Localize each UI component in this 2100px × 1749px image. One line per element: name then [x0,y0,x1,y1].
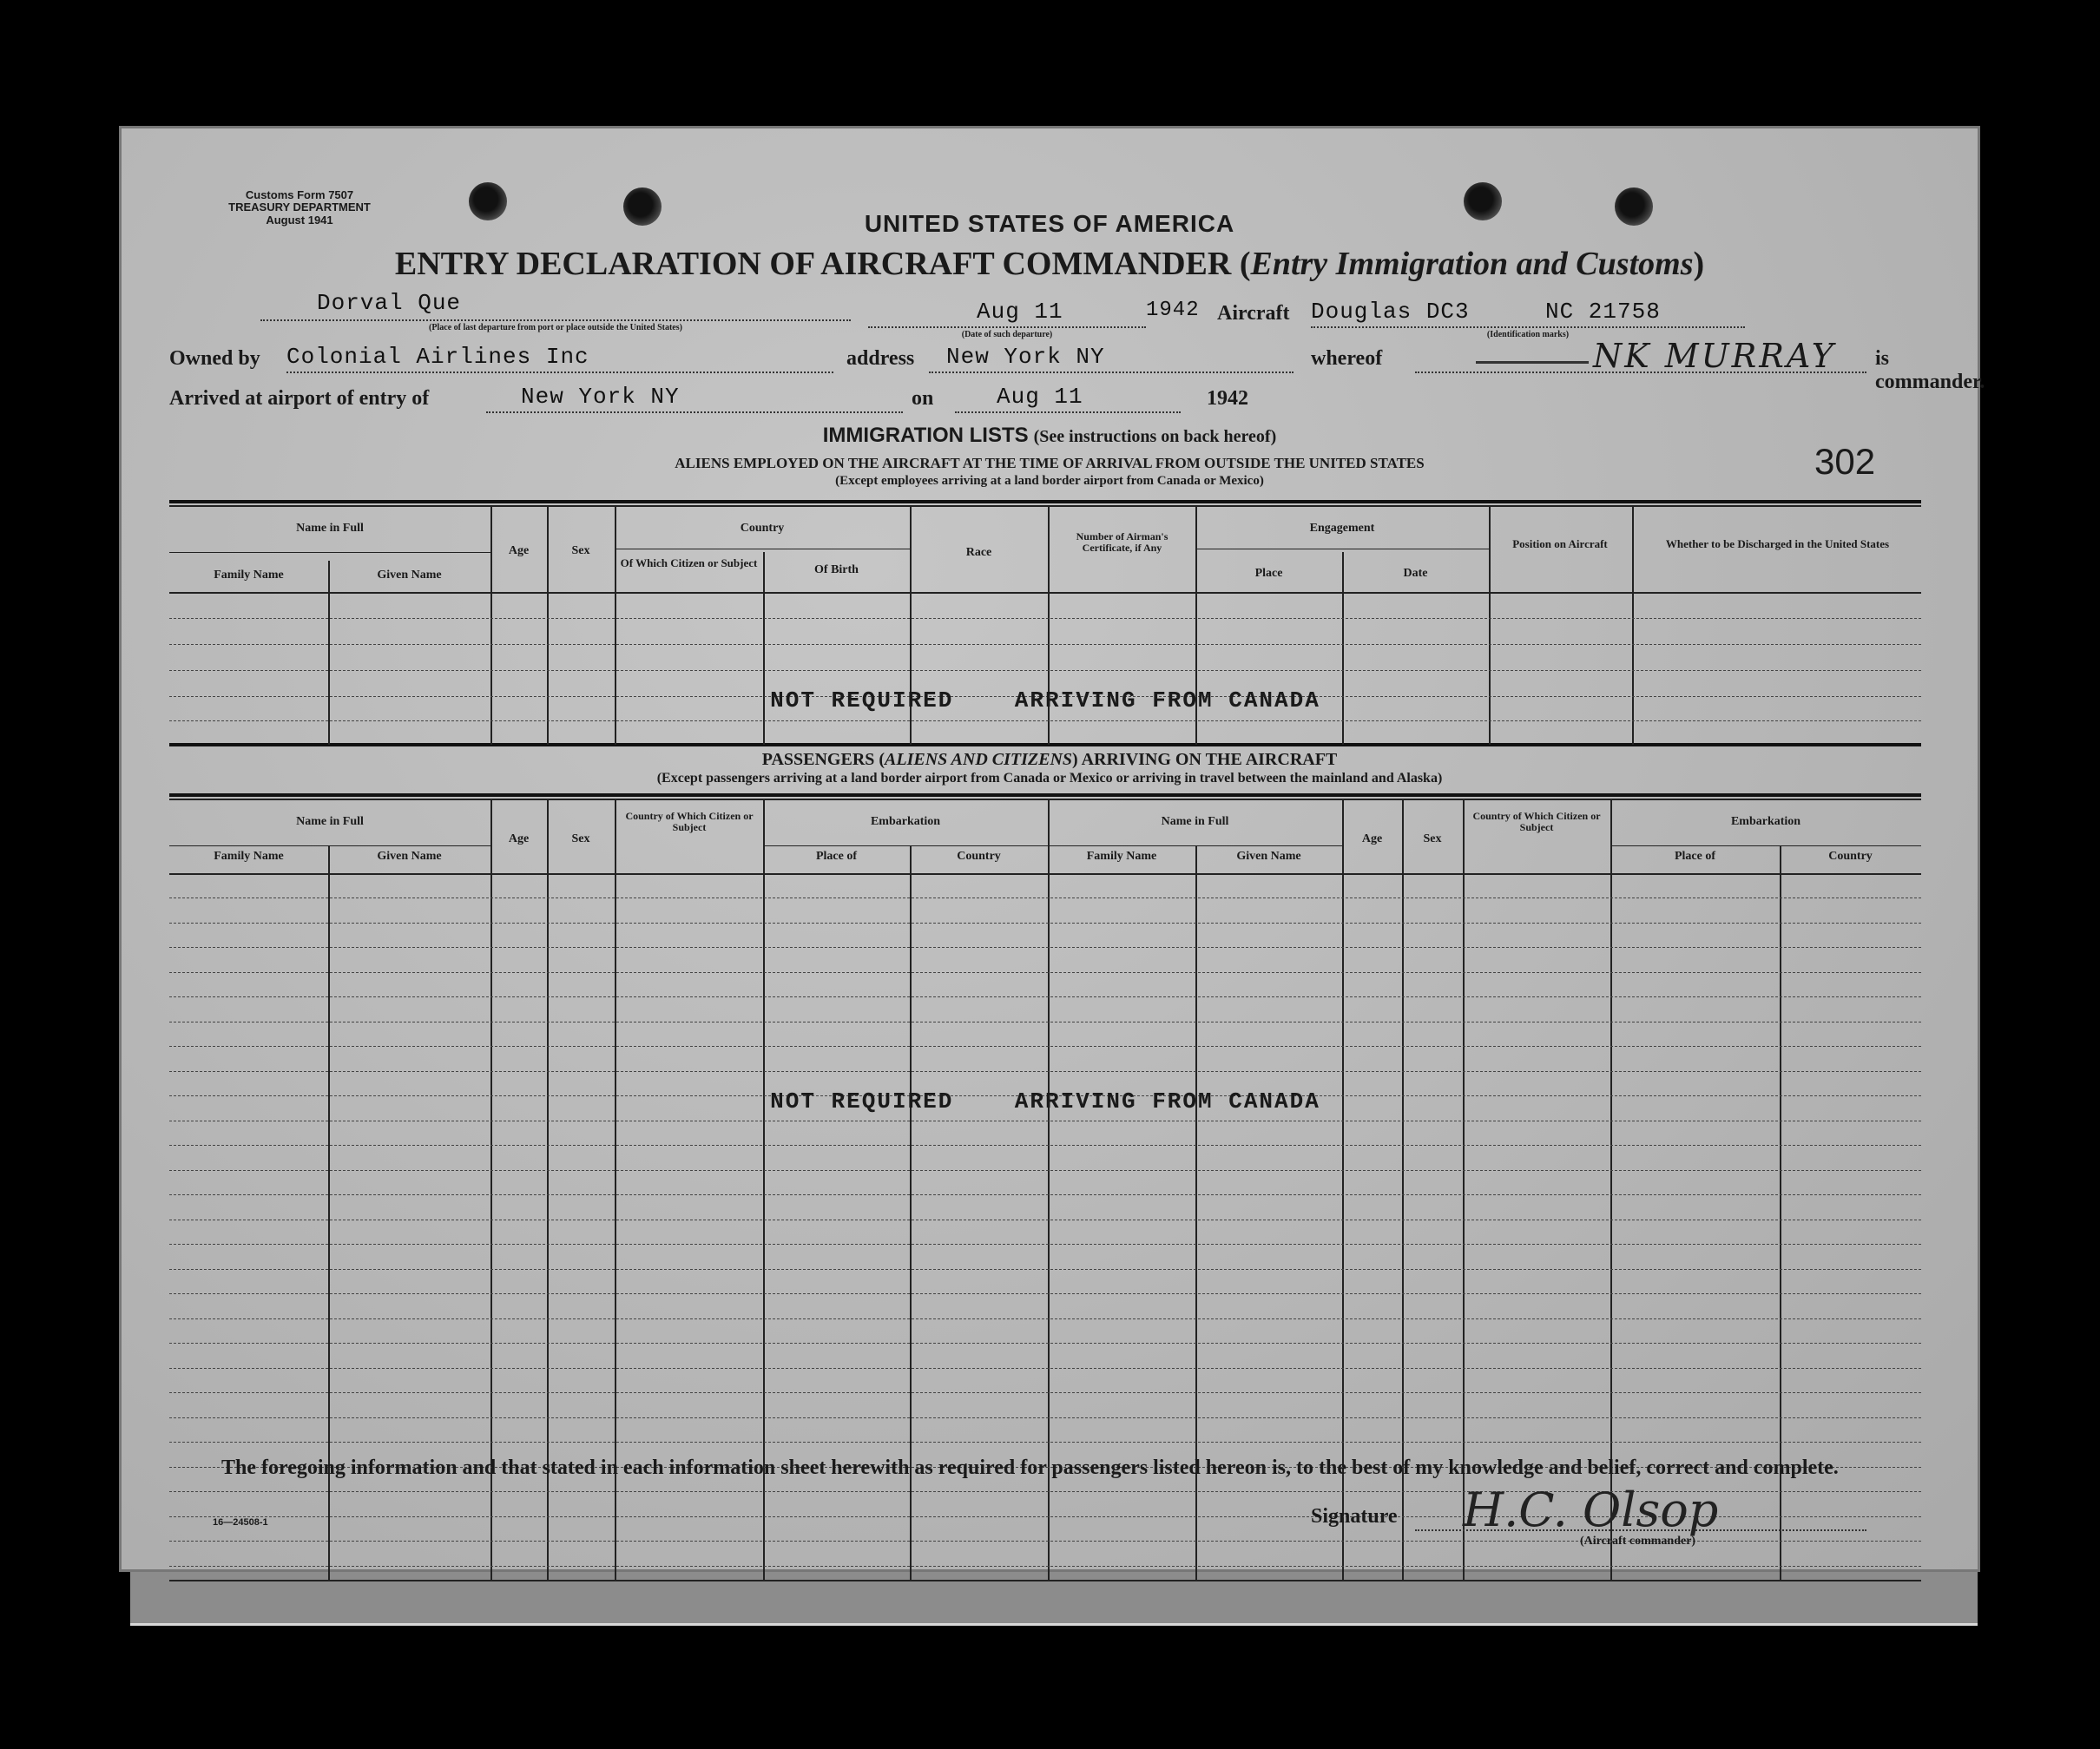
last-departure-value: Dorval Que [317,290,462,316]
pax-sex-header: Sex [571,832,590,845]
crew-table [169,500,1921,745]
departure-date-caption: (Date of such departure) [961,330,1053,339]
pax-country-header: Country [957,850,1001,863]
last-departure-caption: (Place of last departure from port or place outside the United States) [429,323,682,332]
owned-by-label: Owned by [169,347,260,370]
crew-sex-header: Sex [571,544,590,557]
identification-caption: (Identification marks) [1486,330,1570,339]
table-row-rule [169,1194,1921,1195]
table-row-rule [169,1046,1921,1047]
crew-given-name-header: Given Name [377,569,442,582]
table-row-rule [169,923,1921,924]
form-number: Customs Form 7507 [245,188,354,201]
arrival-airport-value: New York NY [521,384,680,410]
table-row-rule [169,1293,1921,1294]
arrival-year: 1942 [1207,387,1248,410]
form-title-main: ENTRY DECLARATION OF AIRCRAFT COMMANDER ( [394,246,1251,282]
commander-name: NK MURRAY [1593,337,1836,375]
immigration-heading-note: (See instructions on back hereof) [1033,427,1277,446]
declaration-text: The foregoing information and that stated in each information sheet herewith as required for passengers listed hereon is, to the best of my knowledge and belief, correct and complete. [221,1456,1839,1479]
pax-not-required-stamp: NOT REQUIRED ARRIVING FROM CANADA [770,1088,1320,1114]
pax-age-header-2: Age [1361,832,1383,845]
pax-place-of-header: Place of [815,850,858,863]
pax-citizen-header: Country of Which Citizen or Subject [625,810,754,833]
crew-citizen-header: Of Which Citizen or Subject [620,556,758,569]
immigration-subheading: ALIENS EMPLOYED ON THE AIRCRAFT AT THE TIME OF ARRIVAL FROM OUTSIDE THE UNITED STATES [675,455,1425,471]
address-label: address [846,347,915,370]
commander-suffix: is commander. [1875,347,1985,393]
pax-age-header: Age [508,832,530,845]
print-code: 16—24508-1 [213,1517,268,1528]
crew-race-header: Race [965,546,992,559]
page-number: 302 [1814,441,1876,482]
strike-out-mark [1476,361,1589,364]
crew-name-in-full-header: Name in Full [296,522,364,535]
pax-family-name-header: Family Name [214,850,284,863]
immigration-subnote: (Except employees arriving at a land border airport from Canada or Mexico) [835,474,1264,488]
owner-value: Colonial Airlines Inc [286,344,589,370]
immigration-heading-title: IMMIGRATION LISTS [822,424,1029,447]
form-title [122,245,1978,283]
pax-name-in-full-header: Name in Full [296,815,364,828]
table-row-rule [169,1244,1921,1245]
address-value: New York NY [946,344,1105,370]
table-row-rule [169,1170,1921,1171]
pax-sex-header-2: Sex [1423,832,1442,845]
passengers-heading-italic: ALIENS AND CITIZENS [885,750,1073,769]
crew-discharged-header: Whether to be Discharged in the United States [1665,537,1890,550]
table-row-rule [169,1442,1921,1443]
passengers-heading-b: ) ARRIVING ON THE AIRCRAFT [1072,750,1338,769]
declaration-form [122,128,1985,1569]
table-row-rule [169,1392,1921,1393]
crew-country-header: Country [740,522,785,535]
identification-value: NC 21758 [1545,299,1661,325]
table-row-rule [169,1417,1921,1418]
table-row-rule [169,972,1921,973]
departure-date-value: Aug 11 [977,299,1063,325]
arrived-label: Arrived at airport of entry of [169,387,430,410]
form-title-close: ) [1693,246,1705,282]
pax-family-name-header-2: Family Name [1086,850,1157,863]
signature-caption: (Aircraft commander) [1580,1535,1696,1548]
table-row-rule [169,1343,1921,1344]
passengers-heading [122,750,1978,770]
crew-birth-header: Of Birth [814,563,859,576]
pax-country-header-2: Country [1828,850,1873,863]
table-row-rule [169,947,1921,948]
table-row-rule [169,1269,1921,1270]
arrival-date-value: Aug 11 [997,384,1083,410]
table-row-rule [169,1368,1921,1369]
on-label: on [912,387,934,410]
table-row-rule [169,996,1921,997]
crew-not-required-stamp: NOT REQUIRED ARRIVING FROM CANADA [770,687,1320,713]
passengers-subnote: (Except passengers arriving at a land border airport from Canada or Mexico or arriving in travel between the mainland and Alaska) [656,771,1443,786]
pax-given-name-header-2: Given Name [1236,850,1301,863]
table-row-rule [169,1318,1921,1319]
immigration-heading [122,424,1978,448]
whereof-label: whereof [1311,347,1383,370]
commander-signature: H.C. Olsop [1463,1483,1719,1537]
crew-position-header: Position on Aircraft [1512,537,1608,550]
crew-family-name-header: Family Name [214,569,284,582]
departure-year: 1942 [1146,299,1200,322]
pax-citizen-header-2: Country of Which Citizen or Subject [1472,810,1601,833]
table-row-rule [169,1566,1921,1567]
pax-place-of-header-2: Place of [1674,850,1716,863]
department: TREASURY DEPARTMENT [228,201,371,214]
pax-embarkation-header-2: Embarkation [1730,815,1801,828]
pax-given-name-header: Given Name [377,850,442,863]
pax-embarkation-header: Embarkation [870,815,941,828]
signature-label: Signature [1311,1505,1398,1528]
pax-name-in-full-header-2: Name in Full [1161,815,1229,828]
aircraft-label: Aircraft [1217,302,1290,325]
form-title-italic: Entry Immigration and Customs [1250,246,1694,282]
table-row-rule [169,1071,1921,1072]
crew-certificate-header: Number of Airman's Certificate, if Any [1076,530,1168,554]
crew-date-header: Date [1403,567,1428,580]
crew-place-header: Place [1254,567,1283,580]
form-date: August 1941 [266,213,333,227]
crew-age-header: Age [508,544,530,557]
country-heading: UNITED STATES OF AMERICA [864,210,1235,237]
passengers-heading-a: PASSENGERS ( [761,750,885,769]
table-row-rule [169,1145,1921,1146]
aircraft-value: Douglas DC3 [1311,299,1470,325]
crew-engagement-header: Engagement [1309,522,1375,535]
